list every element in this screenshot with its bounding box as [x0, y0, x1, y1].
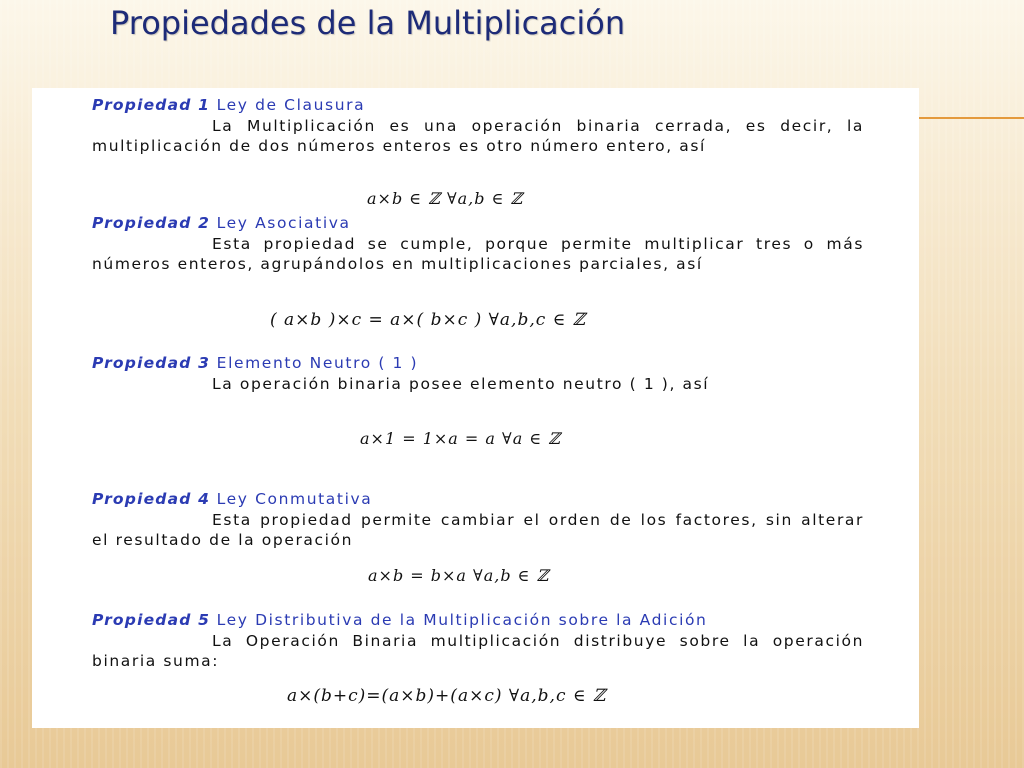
property-2-name: Ley Asociativa: [216, 214, 351, 232]
property-5-heading: [92, 609, 892, 631]
accent-line: [918, 117, 1024, 119]
property-4-heading: [92, 488, 864, 510]
property-3: [92, 352, 864, 394]
property-1-heading: [92, 94, 864, 116]
property-4: [92, 488, 864, 550]
property-4-number: Propiedad 4: [92, 490, 211, 508]
property-1-name: Ley de Clausura: [216, 96, 366, 114]
property-4-name: Ley Conmutativa: [216, 490, 373, 508]
property-1-number: Propiedad 1: [92, 96, 211, 114]
property-1-text: La Multiplicación es una operación binaria cerrada, es decir, la multiplicación de dos números enteros es otro número entero, así: [92, 117, 864, 155]
property-4-formula: a×b = b×a ∀a,b ∈ ℤ: [368, 566, 550, 585]
property-3-name: Elemento Neutro ( 1 ): [216, 354, 419, 372]
property-2-number: Propiedad 2: [92, 214, 211, 232]
property-5-number: Propiedad 5: [92, 611, 211, 629]
property-5-name: Ley Distributiva de la Multiplicación sobre la Adición: [216, 611, 708, 629]
property-3-formula: a×1 = 1×a = a ∀a ∈ ℤ: [360, 429, 561, 448]
properties-panel: [32, 88, 919, 728]
property-5-formula: a×(b+c)=(a×b)+(a×c) ∀a,b,c ∈ ℤ: [287, 686, 607, 706]
slide-title: Propiedades de la Multiplicación: [110, 4, 626, 42]
property-3-number: Propiedad 3: [92, 354, 211, 372]
property-1-formula: a×b ∈ ℤ ∀a,b ∈ ℤ: [367, 189, 524, 208]
property-5: [92, 609, 892, 671]
property-2-text: Esta propiedad se cumple, porque permite multiplicar tres o más números enteros, agrupándolos en multiplicaciones parciales, así: [92, 235, 864, 273]
property-5-text: La Operación Binaria multiplicación distribuye sobre la operación binaria suma:: [92, 632, 864, 670]
property-2-formula: ( a×b )×c = a×( b×c ) ∀a,b,c ∈ ℤ: [270, 310, 587, 330]
property-2: [92, 212, 864, 274]
property-2-heading: [92, 212, 864, 234]
property-3-text: La operación binaria posee elemento neutro ( 1 ), así: [212, 375, 710, 393]
property-4-text: Esta propiedad permite cambiar el orden de los factores, sin alterar el resultado de la operación: [92, 511, 864, 549]
property-1: [92, 94, 864, 156]
property-3-heading: [92, 352, 864, 374]
